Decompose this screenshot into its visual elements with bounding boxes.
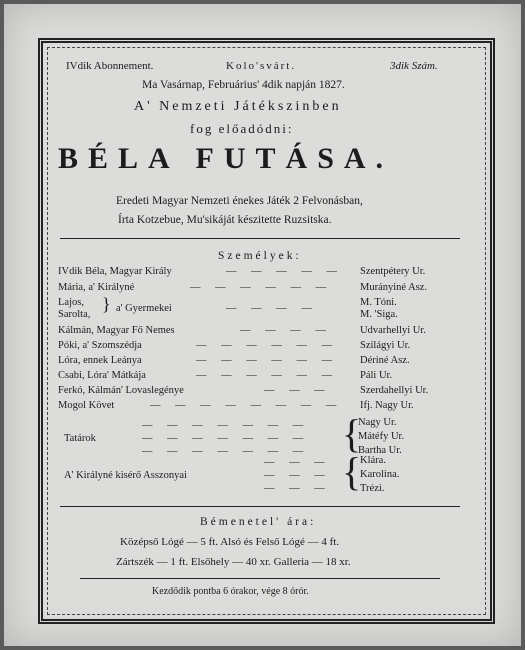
cast-role: IVdik Béla, Magyar Király [58, 266, 172, 277]
cast-actor: Udvarhellyi Ur. [360, 325, 426, 336]
divider-middle [60, 506, 460, 507]
divider-bottom [80, 578, 440, 579]
cast-actor: Szilágyi Ur. [360, 340, 411, 351]
ladies-actor: Trézi. [360, 483, 385, 494]
ladies-actor: Karolina. [360, 469, 400, 480]
cast-role: Sarolta, [58, 309, 91, 320]
performed-line: fog előadódni: [190, 121, 294, 136]
ladies-role: A' Királyné kisérő Asszonyai [64, 470, 187, 481]
ladies-actor: Klára. [360, 455, 386, 466]
season-label: IVdik Abonnement. [66, 60, 154, 72]
cast-role: Mogol Követ [58, 400, 115, 411]
prices-line-1: Középső Lógé — 5 ft. Alsó és Felső Lógé — 4 ft. [120, 536, 340, 548]
cast-actor: Murányiné Asz. [360, 282, 428, 293]
cast-role: Ferkó, Kálmán' Lovaslegénye [58, 385, 184, 396]
cast-role: Lajos, [58, 297, 84, 308]
cast-actor: M. Tóni. [360, 297, 397, 308]
divider-top [60, 238, 460, 239]
tatars-actor: Bartha Ur. [358, 445, 402, 456]
start-time-note: Kezdődik pontba 6 órakor, vége 8 órór. [152, 586, 309, 597]
tatars-actor: Mátéfy Ur. [358, 431, 405, 442]
cast-role: Mária, a' Királyné [58, 282, 135, 293]
number-label: 3dik Szám. [390, 60, 438, 72]
cast-actor: Dériné Asz. [360, 355, 410, 366]
ladies-brace: { [342, 449, 362, 494]
play-title: BÉLA FUTÁSA. [58, 142, 394, 175]
date-line: Ma Vasárnap, Februárius' 4dik napján 1827. [142, 79, 345, 91]
children-brace: } [102, 294, 111, 314]
tatars-actor: Nagy Ur. [358, 417, 397, 428]
tatars-brace: { [342, 411, 362, 456]
theatre-line: A' Nemzeti Játékszinben [134, 99, 342, 114]
cast-role: Póki, a' Szomszédja [58, 340, 142, 351]
description-line-1: Eredeti Magyar Nemzeti énekes Játék 2 Felvonásban, [116, 195, 363, 207]
cast-actor: Ifj. Nagy Ur. [360, 400, 414, 411]
cast-role: Lóra, ennek Leánya [58, 355, 142, 366]
cast-actor: Páli Ur. [360, 370, 393, 381]
cast-role: Kálmán, Magyar Fő Nemes [58, 325, 175, 336]
cast-actor: Szerdahellyi Ur. [360, 385, 429, 396]
prices-title: Bémenetel' ára: [200, 516, 317, 528]
description-line-2: Írta Kotzebue, Mu'sikáját készitette Ruzsitska. [118, 214, 332, 226]
prices-line-2: Zártszék — 1 ft. Elsőhely — 40 xr. Galleria — 18 xr. [116, 556, 351, 568]
tatars-role: Tatárok [64, 433, 96, 444]
cast-actor: M. 'Siga. [360, 309, 398, 320]
cast-title: Személyek: [218, 250, 302, 262]
cast-role: Csabi, Lóra' Mátkája [58, 370, 146, 381]
city-label: Kolo'svárt. [226, 60, 297, 72]
cast-actor: Szentpétery Ur. [360, 266, 426, 277]
children-label: a' Gyermekei [116, 303, 172, 314]
